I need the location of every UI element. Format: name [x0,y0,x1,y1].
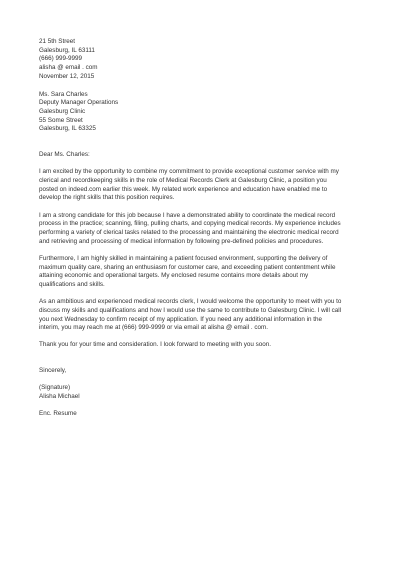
paragraph-line: Thank you for your time and consideration. I look forward to meeting with you soon. [39,341,272,349]
recipient-company: Galesburg Clinic [39,107,86,115]
paragraph-line: discuss my skills and qualifications and how I would use the same to contribute to Galesburg Clinic. I will call [39,306,342,314]
enclosure-block [39,410,373,419]
paragraph-line: maximum quality care, sharing an enthusiasm for customer care, and exceeding patient contentment while [39,263,336,271]
paragraph-line: interim, you may reach me at (666) 999-9999 or via email at alisha @ email . com. [39,324,268,332]
salutation [39,151,373,160]
paragraph-line: As an ambitious and experienced medical records clerk, I would welcome the opportunity to meet with you to [39,298,342,306]
paragraph-line: posted on indeed.com earlier this week. My related work experience and education have enabled me to [39,185,328,193]
signer-name: Alisha Michael [39,392,80,400]
recipient-street: 55 Some Street [39,116,83,124]
sender-address [39,38,373,73]
paragraph-line: you next Wednesday to confirm receipt of my application. If you need any additional information in the [39,315,323,323]
salutation-text: Dear Ms. Charles: [39,151,90,159]
letter-date-block [39,73,373,82]
paragraph-line: process in the practice; scanning, filing, pulling charts, and copying medical records. My experience includes [39,220,341,228]
paragraph-line: clerical and recordkeeping skills in the role of Medical Records Clerk at Galesburg Clinic, a position you [39,176,327,184]
sender-street: 21 5th Street [39,38,76,45]
body-paragraph-1 [39,168,373,203]
body-paragraph-3 [39,255,373,290]
recipient-address [39,91,373,135]
paragraph-line: I am a strong candidate for this job because I have a demonstrated ability to coordinate the medical record [39,211,336,219]
letter-date: November 12, 2015 [39,72,95,80]
signature-block [39,384,373,401]
recipient-city: Galesburg, IL 63325 [39,125,96,133]
closing: Sincerely, [39,366,67,374]
paragraph-line: and retrieving and processing of medical information by following pre-defined policies and procedures. [39,237,324,245]
recipient-name: Ms. Sara Charles [39,90,88,98]
paragraph-line: qualifications and skills. [39,280,105,288]
paragraph-line: performing a variety of clerical tasks related to the processing and maintaining the electronic medical record [39,228,339,236]
sender-email: alisha @ email . com [39,64,98,72]
body-paragraph-2 [39,212,373,247]
sender-city: Galesburg, IL 63111 [39,46,95,54]
paragraph-line: develop the right skills that this position requires. [39,194,175,202]
body-paragraph-5 [39,341,373,350]
paragraph-line: attaining economic and operational targets. My enclosed resume contains more details about my [39,272,309,280]
paragraph-line: I am excited by the opportunity to combine my commitment to provide exceptional customer service with my [39,168,339,176]
body-paragraph-4 [39,298,373,333]
signature-placeholder: (Signature) [39,383,71,391]
enclosure-note: Enc. Resume [39,409,77,417]
sender-phone: (666) 999-9999 [39,55,83,63]
paragraph-line: Furthermore, I am highly skilled in maintaining a patient focused environment, supporting the delivery of [39,254,328,262]
recipient-title: Deputy Manager Operations [39,99,119,107]
closing-block [39,367,373,376]
